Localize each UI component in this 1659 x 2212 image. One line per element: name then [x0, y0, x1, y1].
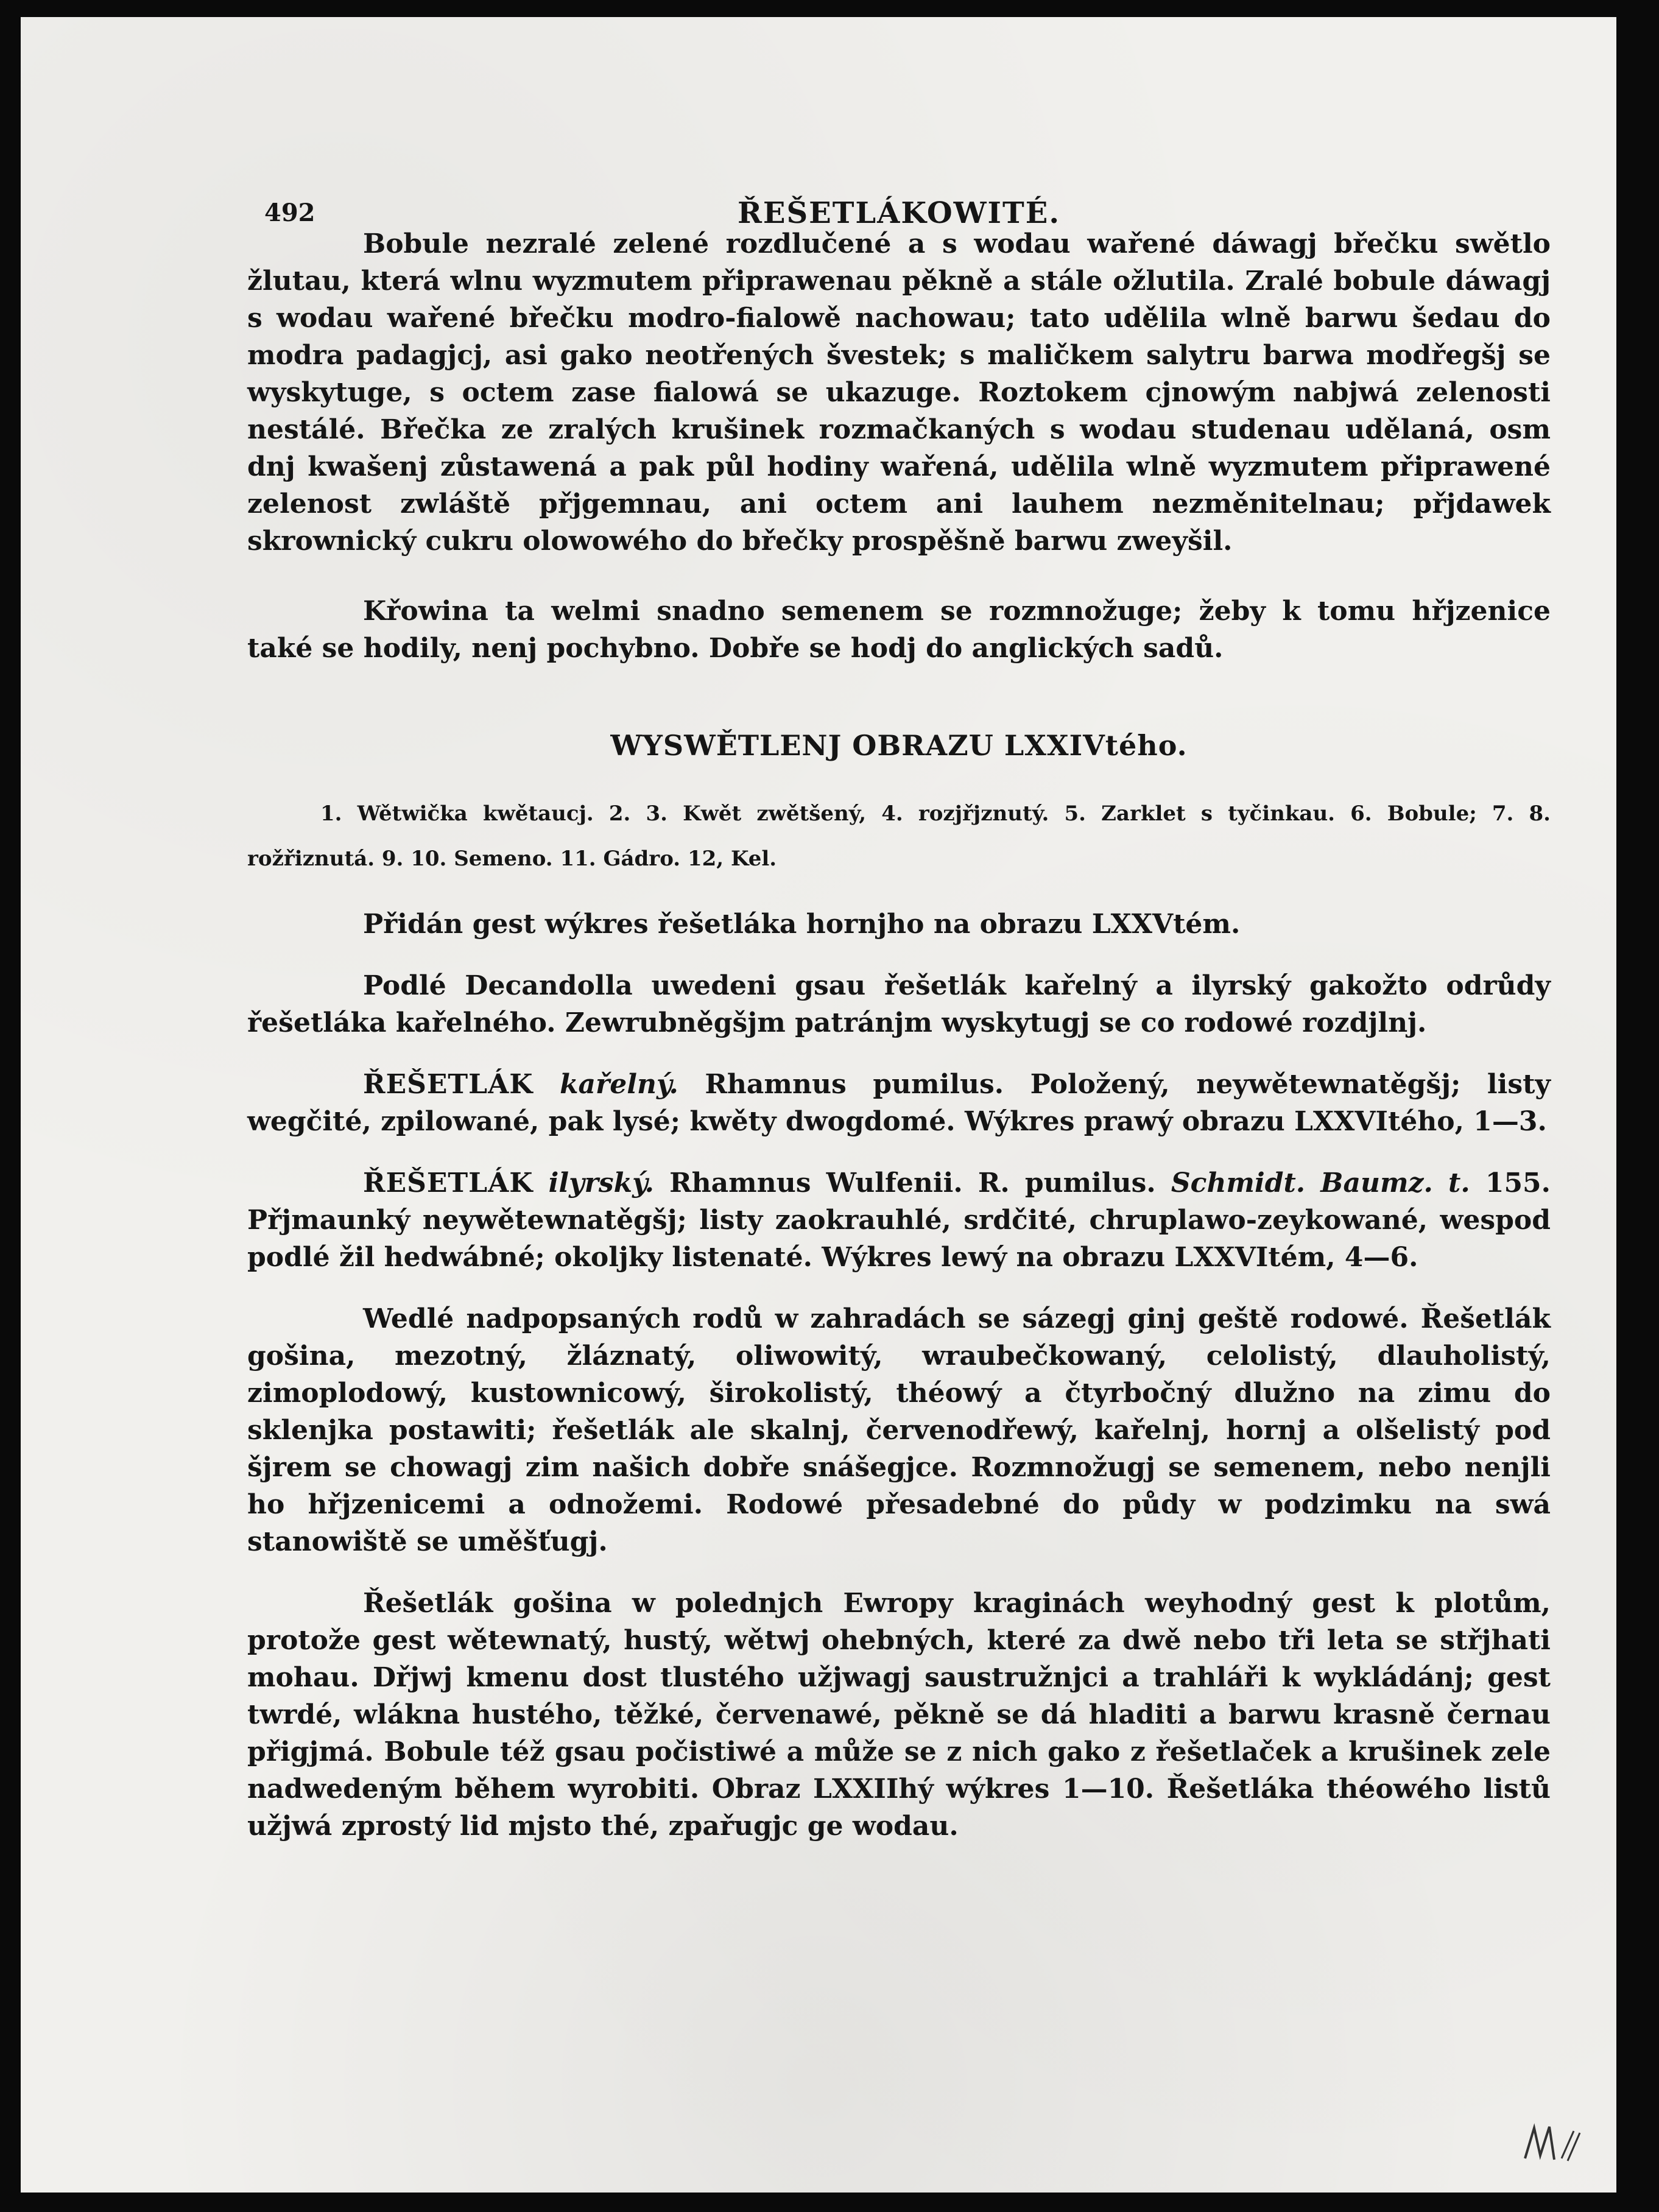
species-description: 155. Přjmaunký neywětewnatěgšj; listy zaokrauhlé, srdčité, chruplawo-zeykowané, wespod podlé žil hedwábné; okoljky listenaté. Wýkres lewý na obrazu LXXVItém, 4—6. [247, 1168, 1551, 1273]
species-epithet: kařelný. [560, 1069, 678, 1100]
paragraph-drawing-note: Přidán gest wýkres řešetláka hornjho na obrazu LXXVtém. [363, 909, 1241, 940]
paragraph-species-karelny [247, 1066, 1551, 1140]
species-genus: ŘEŠETLÁK [363, 1069, 534, 1100]
figure-legend: 1. Wětwička kwětaucj. 2. 3. Kwět zwětšený, 4. rozjřjznutý. 5. Zarklet s tyčinkau. 6. Bobule; 7. 8. rožřiznutá. 9. 10. Semeno. 11. Gádro. 12, Kel. [247, 801, 1551, 871]
text-block [247, 157, 1551, 1845]
species-description: Rhamnus pumilus. Položený, neywětewnatěgšj; listy wegčité, zpilowané, pak lysé; kwěty dwogdomé. Wýkres prawý obrazu LXXVItého, 1—3. [247, 1069, 1551, 1137]
literature-citation: Schmidt. Baumz. t. [1171, 1168, 1470, 1199]
handwritten-mark-icon [1519, 2122, 1592, 2171]
paragraph-gosina-uses: Řešetlák gošina w polednjch Ewropy kraginách weyhodný gest k plotům, protože gest wětewnatý, hustý, wětwj ohebných, které za dwě nebo tři leta se střjhati mohau. Dřjwj kmenu dost tlustého užjwagj saustružnjci a trahláři k wykládánj; gest twrdé, wlákna hustého, těžké, červenawé, pěkně se dá hladiti a barwu krasně černau přigjmá. Bobule též gsau počistiwé a může se z nich gako z řešetlaček a krušinek zele nadwedeným během wyrobiti. Obraz LXXIIhý wýkres 1—10. Řešetláka théowého listů užjwá zprostý lid mjsto thé, zpařugjc ge wodau. [247, 1588, 1551, 1842]
legend-heading: WYSWĚTLENJ OBRAZU LXXIVtého. [610, 729, 1188, 762]
page-number: 492 [264, 199, 315, 227]
paragraph-garden-species: Wedlé nadpopsaných rodů w zahradách se sázegj ginj geště rodowé. Řešetlák gošina, mezotný, žláznatý, oliwowitý, wraubečkowaný, celolistý, dlauholistý, zimoplodowý, kustownicowý, širokolistý, théowý a čtyrbočný dlužno na zimu do sklenjka postawiti; řešetlák ale skalnj, červenodřewý, kařelnj, hornj a olšelistý pod šjrem se chowagj zim našich dobře snášegjce. Rozmnožugj se semenem, nebo nenjli ho hřjzenicemi a odnožemi. Rodowé přesadebné do půdy w podzimku na swá stanowiště se uměšťugj. [247, 1303, 1551, 1557]
paragraph-decandolle: Podlé Decandolla uwedeni gsau řešetlák kařelný a ilyrský gakožto odrůdy řešetláka kařelného. Zewrubněgšjm patránjm wyskytugj se co rodowé rozdjlnj. [247, 970, 1551, 1038]
book-page [21, 17, 1616, 2193]
species-genus: ŘEŠETLÁK [363, 1168, 534, 1199]
paragraph-propagation: Křowina ta welmi snadno semenem se rozmnožuge; žeby k tomu hřjzenice také se hodily, nenj pochybno. Dobře se hodj do anglických sadů. [247, 596, 1551, 664]
species-epithet: ilyrský. [548, 1168, 654, 1199]
running-title: ŘEŠETLÁKOWITÉ. [737, 196, 1061, 230]
page-header [247, 157, 1551, 230]
paragraph-berry-dyes: Bobule nezralé zelené rozdlučené a s wodau wařené dáwagj břečku swětlo žlutau, která wlnu wyzmutem připrawenau pěkně a stále ožlutila. Zralé bobule dáwagj s wodau wařené břečku modro-fialowě nachowau; tato udělila wlně barwu šedau do modra padagjcj, asi gako neotřených švestek; s maličkem salytru barwa modřegšj se wyskytuge, s octem zase fialowá se ukazuge. Roztokem cjnowým nabjwá zelenosti nestálé. Břečka ze zralých krušinek rozmačkaných s wodau studenau udělaná, osm dnj kwašenj zůstawená a pak půl hodiny wařená, udělila wlně wyzmutem připrawené zelenost zwláště přjgemnau, ani octem ani lauhem nezměnitelnau; přjdawek skrownický cukru olowowého do břečky prospěšně barwu zweyšil. [247, 228, 1551, 557]
paragraph-species-ilyrsky [247, 1164, 1551, 1276]
species-synonyms: Rhamnus Wulfenii. R. pumilus. [653, 1168, 1156, 1199]
